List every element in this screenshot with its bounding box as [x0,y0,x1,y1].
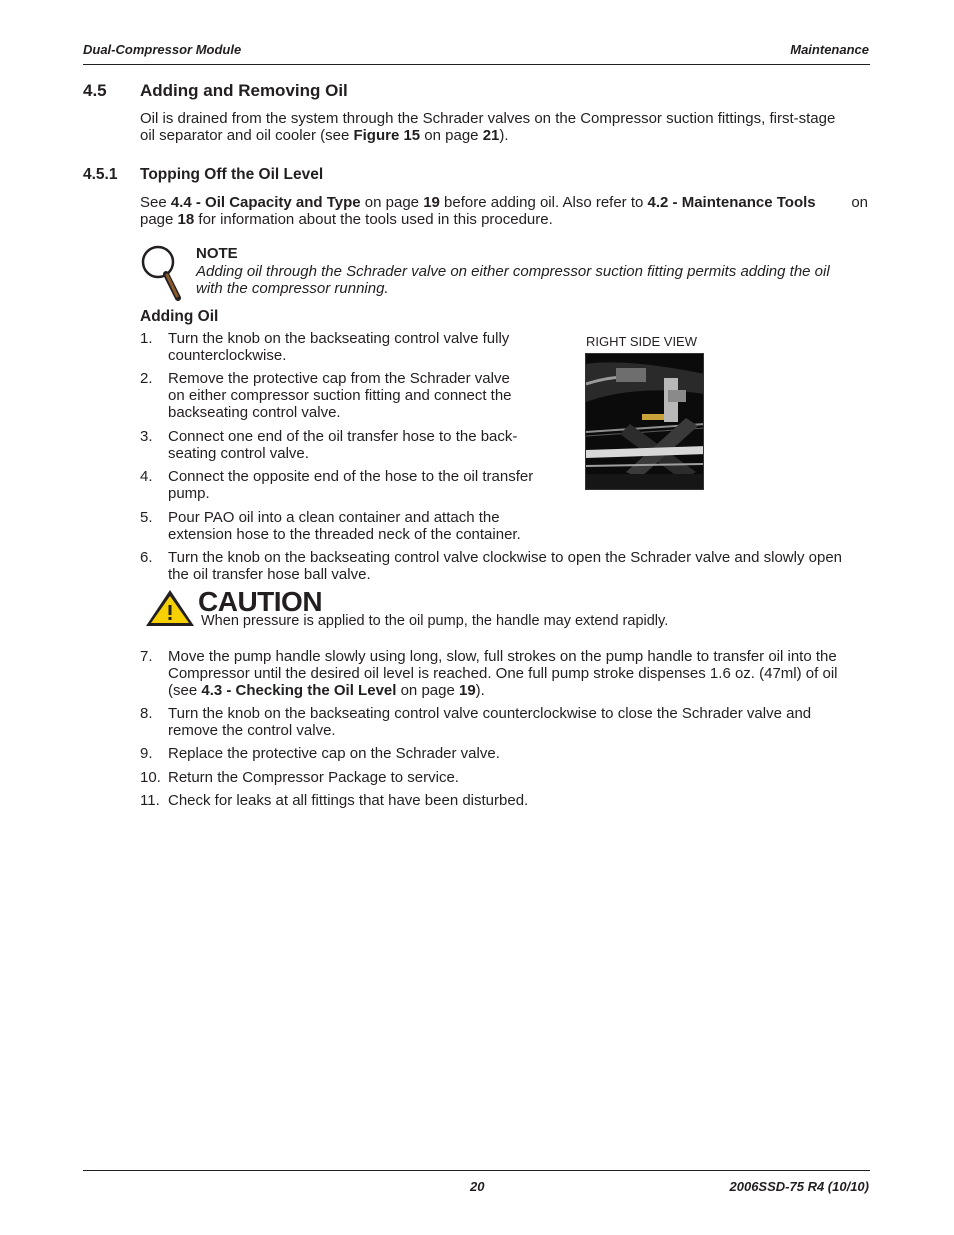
adding-oil-title: Adding Oil [140,308,219,325]
section-number: 4.5 [83,81,107,100]
ref-oil-capacity[interactable]: 4.4 - Oil Capacity and Type [170,194,361,211]
header-rule [83,64,870,65]
subsection-title: Topping Off the Oil Level [140,166,324,183]
subsection-para-line2: page 18 for information about the tools used in this procedure. [140,211,553,228]
ref-maintenance-tools[interactable]: 4.2 - Maintenance Tools [647,194,816,211]
header-left: Dual-Compressor Module [83,42,242,57]
subsection-number: 4.5.1 [83,166,118,183]
note-line2: with the compressor running. [196,280,389,297]
right-side-view-photo [585,353,704,490]
section-intro-line2: oil separator and oil cooler (see Figure 15 on page 21). [140,127,509,144]
ref-checking-oil-level[interactable]: 4.3 - Checking the Oil Level [201,682,397,699]
header-right: Maintenance [790,42,869,57]
footer-rule [83,1170,870,1171]
figure-ref[interactable]: Figure 15 [353,127,421,144]
magnifier-icon [138,244,184,302]
note-label: NOTE [196,245,238,262]
page-number: 20 [470,1179,485,1194]
doc-id: 2006SSD-75 R4 (10/10) [729,1179,869,1194]
subsection-para-line1: See 4.4 - Oil Capacity and Type on page 19 before adding oil. Also refer to 4.2 - Maintenance Tools on [140,194,868,211]
note-line1: Adding oil through the Schrader valve on either compressor suction fitting permits adding the oil [196,263,830,280]
section-intro-line1: Oil is drained from the system through the Schrader valves on the Compressor suction fittings, first-stage [140,110,836,127]
warning-triangle-icon [144,588,196,628]
image-caption: RIGHT SIDE VIEW [586,334,697,349]
caution-text: When pressure is applied to the oil pump, the handle may extend rapidly. [201,613,669,629]
caution-heading: CAUTION [198,586,323,617]
section-title: Adding and Removing Oil [140,81,348,100]
page-ref[interactable]: 21 [482,127,500,144]
